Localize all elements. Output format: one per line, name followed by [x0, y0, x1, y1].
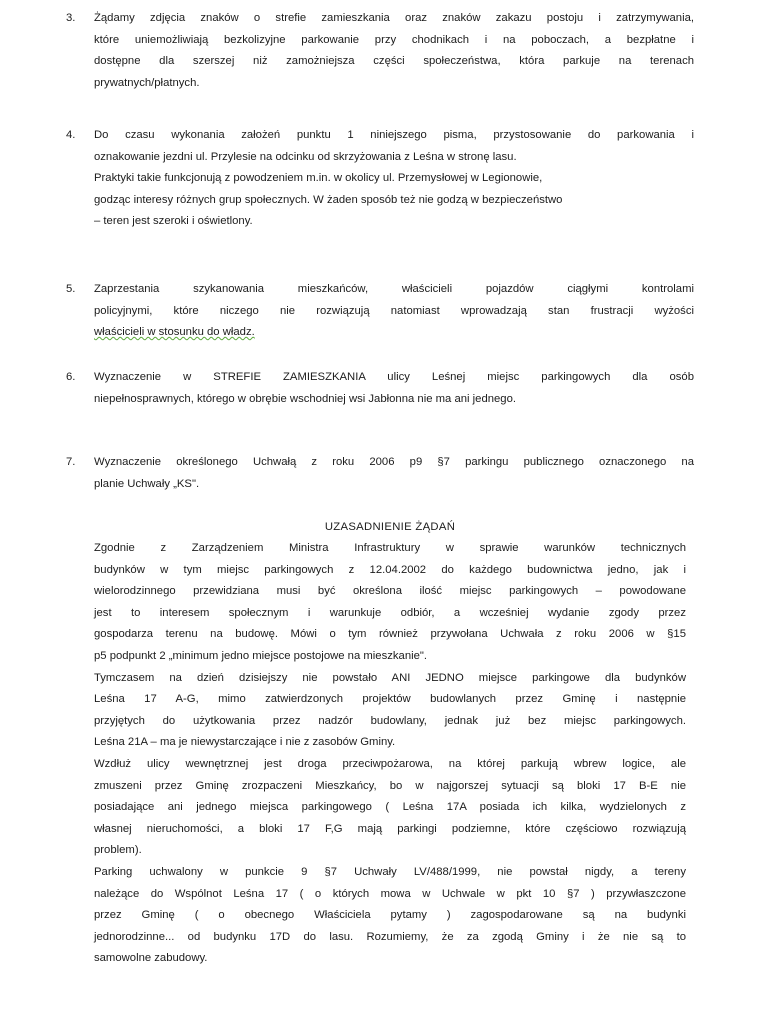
justification-body: [94, 538, 686, 970]
text-line: własnej nieruchomości, a bloki 17 F,G mają parkingi podziemne, które częściowo rozwiązują: [94, 822, 686, 835]
text-line: budynków w tym miejsc parkingowych z 12.04.2002 do każdego budownictwa jedno, jak i: [94, 563, 686, 576]
text-line: Wyznaczenie określonego Uchwałą z roku 2006 p9 §7 parkingu publicznego oznaczonego na: [94, 456, 694, 468]
item-number: 4.: [66, 129, 76, 141]
list-item-7: [66, 452, 694, 495]
text-line: problem).: [94, 844, 142, 857]
list-item-5: [66, 279, 694, 344]
text-line: wielorodzinnego przewidziana musi być określona ilość miejsc parkingowych – powodowane: [94, 585, 686, 598]
item-number: 6.: [66, 371, 76, 383]
text-line: właścicieli w stosunku do władz.: [94, 326, 255, 339]
item-text: [94, 8, 694, 94]
text-line: policyjnymi, które niczego nie rozwiązują natomiast wprowadzają stan frustracji wyżości: [94, 304, 694, 317]
text-line: oznakowanie jezdni ul. Przylesie na odcinku od skrzyżowania z Leśna w stronę lasu.: [94, 150, 517, 163]
item-text: [94, 279, 694, 344]
item-text: [94, 452, 694, 495]
text-line: Wyznaczenie w STREFIE ZAMIESZKANIA ulicy Leśnej miejsc parkingowych dla osób: [94, 371, 694, 383]
text-line: przyjętych do użytkowania przez nadzór budowlany, jednak już bez miejsc parkingowych.: [94, 714, 686, 727]
list-item-4: [66, 125, 694, 233]
text-line: planie Uchwały „KS".: [94, 477, 200, 490]
text-line: posiadające ani jednego miejsca parkingowego ( Leśna 17A posiada ich kilka, wydzielonych z: [94, 801, 686, 814]
text-line: Parking uchwalony w punkcie 9 §7 Uchwały LV/488/1999, nie powstał nigdy, a tereny: [94, 865, 686, 878]
text-line: niepełnosprawnych, którego w obrębie wschodniej wsi Jabłonna nie ma ani jednego.: [94, 392, 517, 405]
text-line: które uniemożliwiają bezkolizyjne parkowanie przy chodnikach i na poboczach, a bezpłatne i: [94, 33, 694, 46]
text-line: przez Gminę ( o obecnego Właściciela pytamy ) zagospodarowane są na budynki: [94, 909, 686, 922]
text-line: jest to interesem społecznym i warunkuje odbiór, a wcześniej wydanie zgody przez: [94, 606, 686, 619]
text-line: dostępne dla szerszej niż zamożniejsza części społeczeństwa, która parkuje na terenach: [94, 55, 694, 68]
text-line: Zgodnie z Zarządzeniem Ministra Infrastruktury w sprawie warunków technicznych: [94, 542, 686, 554]
text-line: – teren jest szeroki i oświetlony.: [94, 215, 253, 228]
text-line: samowolne zabudowy.: [94, 952, 208, 965]
text-line: Zaprzestania szykanowania mieszkańców, właścicieli pojazdów ciągłymi kontrolami: [94, 283, 694, 295]
text-line: Żądamy zdjęcia znaków o strefie zamieszkania oraz znaków zakazu postoju i zatrzymywania,: [94, 12, 694, 24]
text-line: Tymczasem na dzień dzisiejszy nie powstało ANI JEDNO miejsce parkingowe dla budynków: [94, 671, 686, 684]
item-text: [94, 367, 694, 410]
text-line: prywatnych/płatnych.: [94, 76, 200, 89]
text-line: Leśna 17 A-G, mimo zatwierdzonych projektów budowlanych przez Gminę i następnie: [94, 693, 686, 706]
item-number: 5.: [66, 283, 76, 295]
section-heading: UZASADNIENIE ŻĄDAŃ: [324, 521, 456, 533]
text-line: gospodarza terenu na budowę. Mówi o tym również przywołana Uchwała z roku 2006 w §15: [94, 628, 686, 641]
text-line: p5 podpunkt 2 „minimum jedno miejsce postojowe na mieszkanie".: [94, 649, 428, 662]
list-item-6: [66, 367, 694, 410]
text-line: Leśna 21A – ma je niewystarczające i nie z zasobów Gminy.: [94, 736, 396, 749]
text-line: należące do Wspólnot Leśna 17 ( o których mowa w Uchwale w pkt 10 §7 ) przywłaszczone: [94, 887, 686, 900]
text-line: Wzdłuż ulicy wewnętrznej jest droga przeciwpożarowa, na której parkują wbrew logice, ale: [94, 757, 686, 770]
list-item-3: [66, 8, 694, 94]
text-line: godząc interesy różnych grup społecznych. W żaden sposób też nie godzą w bezpieczeństwo: [94, 193, 563, 206]
text-line: jednorodzinne... od budynku 17D do lasu. Rozumiemy, że za zgodą Gminy i że nie są to: [94, 930, 686, 943]
item-text: [94, 125, 694, 233]
item-number: 3.: [66, 12, 76, 24]
text-line: Praktyki takie funkcjonują z powodzeniem m.in. w okolicy ul. Przemysłowej w Legionowie,: [94, 172, 543, 185]
item-number: 7.: [66, 456, 76, 468]
text-line: Do czasu wykonania założeń punktu 1 niniejszego pisma, przystosowanie do parkowania i: [94, 129, 694, 141]
text-line: zmuszeni przez Gminę zrozpaczeni Mieszkańcy, bo w najgorszej sytuacji są bloki 17 B-E nie: [94, 779, 686, 792]
